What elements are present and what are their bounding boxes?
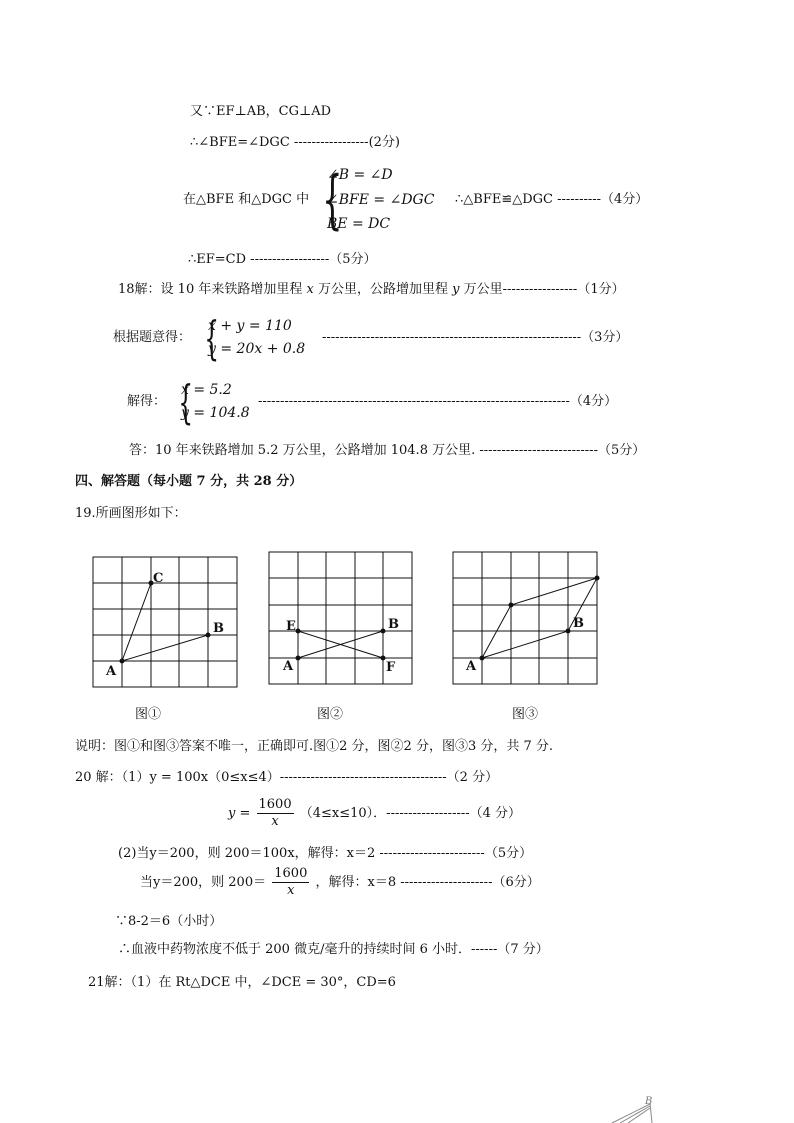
q18-answer: 答：10 年来铁路增加 5.2 万公里，公路增加 104.8 万公里. ---------------------------（5分） [129,443,646,458]
q18-eq-2: y = 20x + 0.8 [208,341,306,357]
q20-fraction-1-num: 1600 [258,797,292,812]
q18-setup-b: 万公里，公路增加里程 [317,282,448,297]
fig2-caption: 图② [317,707,344,722]
q20-part2-b [140,866,540,899]
q20-part1-b-post: （4≤x≤10）．-------------------（4 分） [299,806,522,821]
q18-eq-label: 根据题意得： [113,330,192,345]
fig2-label-B: B [388,617,399,632]
fig3-label-B: B [573,616,584,631]
fig2-label-E: E [286,619,296,634]
q18-var-x: x [306,282,314,297]
q20-fraction-2 [272,866,309,899]
q18-var-y: y [452,282,460,297]
proof-line-3-conclusion: ∴△BFE≌△DGC ----------（4分） [455,192,649,207]
proof-line-2: ∴∠BFE=∠DGC -----------------(2分) [190,135,400,150]
q19-note: 说明：图①和图③答案不唯一，正确即可.图①2 分，图②2 分，图③3 分，共 7 分. [75,739,554,754]
fig1-caption: 图① [135,707,162,722]
q18-setup-a: 18解：设 10 年来铁路增加里程 [118,282,303,297]
q18-sol-brace: { [178,375,193,429]
fig2-point-F [381,656,385,660]
q20-part1-b [228,797,521,830]
fig3-point-A [480,656,484,660]
q20-fraction-2-num: 1600 [274,866,308,881]
proof-line-4: ∴EF=CD ------------------（5分） [188,252,377,267]
fig2-point-E [296,629,300,633]
fig3-point-1 [509,603,513,607]
q19-intro: 19.所画图形如下： [75,506,187,521]
fig3-caption: 图③ [512,707,539,722]
fig2-point-B [381,629,385,633]
q20-part2-b-post: ，解得：x＝8 ---------------------（6分） [315,875,540,890]
q20-because: ∵8-2＝6（小时） [115,914,223,929]
q18-sol-1: x = 5.2 [181,382,232,398]
q21-start: 21解：（1）在 Rt△DCE 中，∠DCE = 30°，CD=6 [88,975,396,990]
system-eq-1: ∠B = ∠D [327,167,393,183]
fig2-point-A [296,656,300,660]
fig1-label-B: B [213,621,224,636]
q20-fraction-2-den: x [287,883,295,898]
q18-setup-c: 万公里-----------------（1分） [463,282,625,297]
fig2-label-A: A [283,659,294,674]
q18-eq-1: x + y = 110 [208,318,292,334]
fig1-point-A [120,659,124,663]
fig1-point-B [206,633,210,637]
fig3-label-A: A [466,659,477,674]
fig3-point-B [566,629,570,633]
system-eq-3: BE = DC [327,216,391,232]
fig1-segment-AB [122,635,208,661]
system-eq-2: ∠BFE = ∠DGC [327,192,435,208]
fig2-label-F: F [386,660,396,675]
q18-eq-score: -----------------------------------------------------------（3分） [322,330,629,345]
proof-line-1: 又∵EF⊥AB，CG⊥AD [190,104,332,119]
q18-sol-label: 解得： [127,394,167,409]
q18-sol-score: -----------------------------------------------------------------------（4分） [258,394,618,409]
section-4-heading: 四、解答题（每小题 7 分，共 28 分） [75,474,303,489]
fig1-label-A: A [106,664,117,679]
q20-part2-b-pre: 当y＝200，则 200＝ [140,875,267,890]
q20-conclusion: ∴血液中药物浓度不低于 200 微克/毫升的持续时间 6 小时．------（7 分） [118,942,549,957]
q18-sol-2: y = 104.8 [181,405,250,421]
proof-line-3-prefix: 在△BFE 和△DGC 中 [183,192,310,207]
q20-part1: 20 解：（1）y = 100x（0≤x≤4）--------------------------------------（2 分） [75,770,499,785]
fig1-label-C: C [153,571,164,586]
q20-fraction-1-den: x [271,814,279,829]
q20-part2-a: (2)当y＝200，则 200＝100x，解得：x＝2 ------------------------（5分） [118,846,533,861]
q18-eq-brace: { [204,311,219,365]
fig1-segment-AC [122,583,151,661]
q20-y-eq: y = [228,806,251,821]
fig3-point-2 [595,576,599,580]
corner-label-B: B [645,1096,653,1107]
q20-fraction-1 [257,797,294,830]
system-brace: { [322,163,343,237]
